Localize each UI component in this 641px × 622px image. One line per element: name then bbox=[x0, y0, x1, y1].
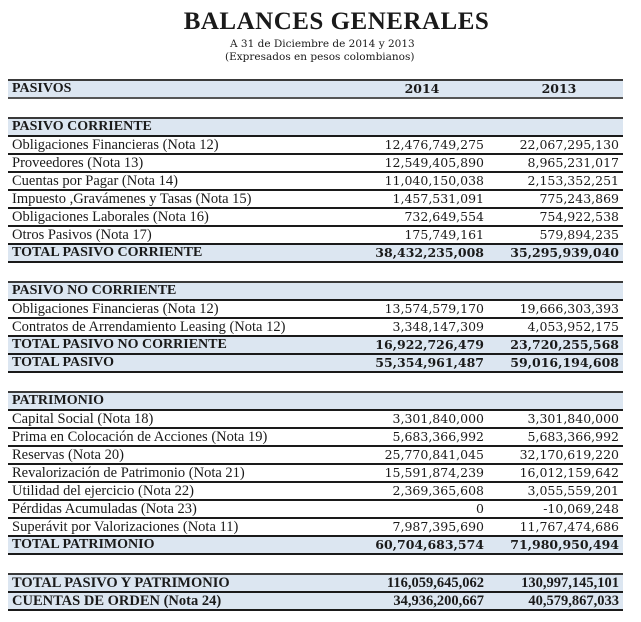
row-label: Capital Social (Nota 18) bbox=[12, 411, 154, 427]
total-value-2013: 59,016,194,608 bbox=[510, 355, 619, 370]
table-row bbox=[8, 209, 623, 227]
row-value-2014: 0 bbox=[476, 501, 484, 516]
row-label: Impuesto ,Gravámenes y Tasas (Nota 15) bbox=[12, 191, 252, 207]
row-label: Pérdidas Acumuladas (Nota 23) bbox=[12, 501, 197, 517]
column-header-row bbox=[8, 79, 623, 99]
table-row bbox=[8, 429, 623, 447]
row-value-2014: 25,770,841,045 bbox=[384, 447, 484, 462]
row-label: Otros Pasivos (Nota 17) bbox=[12, 227, 152, 243]
total-row-patrimonio bbox=[8, 537, 623, 555]
subtitle-date: A 31 de Diciembre de 2014 y 2013 bbox=[230, 38, 415, 50]
page-title: BALANCES GENERALES bbox=[183, 8, 490, 35]
row-value-2014: 3,301,840,000 bbox=[392, 411, 484, 426]
total-value-2014: 16,922,726,479 bbox=[375, 337, 484, 352]
row-value-2014: 11,040,150,038 bbox=[384, 173, 484, 188]
row-value-2013: 16,012,159,642 bbox=[519, 465, 619, 480]
section-heading-pasivo-corriente bbox=[8, 117, 623, 137]
row-label: Proveedores (Nota 13) bbox=[12, 155, 144, 171]
total-value-2013: 35,295,939,040 bbox=[510, 245, 619, 260]
row-value-2014: 15,591,874,239 bbox=[384, 465, 484, 480]
row-value-2013: 11,767,474,686 bbox=[519, 519, 619, 534]
row-value-2013: 19,666,303,393 bbox=[519, 301, 619, 316]
total-row-cuentas-de-orden bbox=[8, 593, 623, 611]
total-value-2014: 116,059,645,062 bbox=[386, 575, 484, 591]
row-label: Superávit por Valorizaciones (Nota 11) bbox=[12, 519, 239, 535]
table-row bbox=[8, 465, 623, 483]
total-value-2014: 38,432,235,008 bbox=[375, 245, 484, 260]
row-value-2014: 175,749,161 bbox=[404, 227, 484, 242]
row-value-2013: 775,243,869 bbox=[539, 191, 619, 206]
row-value-2013: 579,894,235 bbox=[539, 227, 619, 242]
table-row bbox=[8, 137, 623, 155]
total-value-2013: 23,720,255,568 bbox=[510, 337, 619, 352]
row-label: Prima en Colocación de Acciones (Nota 19) bbox=[12, 429, 268, 445]
row-value-2013: 8,965,231,017 bbox=[527, 155, 619, 170]
row-label: Obligaciones Financieras (Nota 12) bbox=[12, 301, 219, 317]
row-value-2013: 22,067,295,130 bbox=[519, 137, 619, 152]
table-row bbox=[8, 191, 623, 209]
total-row-pasivo-corriente bbox=[8, 245, 623, 263]
row-value-2013: 32,170,619,220 bbox=[519, 447, 619, 462]
row-value-2013: 754,922,538 bbox=[539, 209, 619, 224]
section-heading-pasivo-no-corriente bbox=[8, 281, 623, 301]
table-row bbox=[8, 319, 623, 337]
balance-table bbox=[8, 79, 623, 611]
spacer bbox=[8, 263, 623, 281]
table-row bbox=[8, 519, 623, 537]
table-row bbox=[8, 501, 623, 519]
row-value-2014: 12,476,749,275 bbox=[384, 137, 484, 152]
table-row bbox=[8, 411, 623, 429]
total-label: TOTAL PATRIMONIO bbox=[12, 537, 155, 552]
table-row bbox=[8, 155, 623, 173]
section-heading-label: PATRIMONIO bbox=[12, 393, 105, 408]
total-row-pasivo bbox=[8, 355, 623, 373]
section-heading-label: PASIVO NO CORRIENTE bbox=[12, 283, 177, 298]
row-label: Utilidad del ejercicio (Nota 22) bbox=[12, 483, 194, 499]
row-value-2014: 732,649,554 bbox=[404, 209, 484, 224]
total-value-2013: 130,997,145,101 bbox=[521, 575, 619, 591]
total-label: TOTAL PASIVO Y PATRIMONIO bbox=[12, 575, 230, 591]
row-value-2013: 3,301,840,000 bbox=[527, 411, 619, 426]
row-value-2014: 3,348,147,309 bbox=[392, 319, 484, 334]
section-heading-patrimonio bbox=[8, 391, 623, 411]
total-row-pasivo-no-corriente bbox=[8, 337, 623, 355]
row-value-2014: 12,549,405,890 bbox=[384, 155, 484, 170]
row-value-2014: 2,369,365,608 bbox=[392, 483, 484, 498]
total-label: TOTAL PASIVO NO CORRIENTE bbox=[12, 337, 227, 352]
table-row bbox=[8, 227, 623, 245]
total-value-2014: 55,354,961,487 bbox=[375, 355, 484, 370]
total-value-2014: 60,704,683,574 bbox=[375, 537, 484, 552]
column-header-2014: 2014 bbox=[404, 81, 440, 96]
total-value-2014: 34,936,200,667 bbox=[393, 593, 484, 609]
total-value-2013: 40,579,867,033 bbox=[528, 593, 619, 609]
row-value-2014: 5,683,366,992 bbox=[392, 429, 484, 444]
table-row bbox=[8, 483, 623, 501]
row-value-2014: 1,457,531,091 bbox=[392, 191, 484, 206]
column-header-2013: 2013 bbox=[541, 81, 577, 96]
row-value-2013: 5,683,366,992 bbox=[527, 429, 619, 444]
row-value-2013: 3,055,559,201 bbox=[527, 483, 619, 498]
table-row bbox=[8, 447, 623, 465]
row-label: Revalorización de Patrimonio (Nota 21) bbox=[12, 465, 245, 481]
total-label: CUENTAS DE ORDEN (Nota 24) bbox=[12, 593, 222, 609]
row-value-2013: 4,053,952,175 bbox=[527, 319, 619, 334]
row-value-2013: -10,069,248 bbox=[543, 501, 619, 516]
spacer bbox=[8, 555, 623, 573]
total-label: TOTAL PASIVO CORRIENTE bbox=[12, 245, 203, 260]
total-label: TOTAL PASIVO bbox=[12, 355, 115, 370]
row-label: Reservas (Nota 20) bbox=[12, 447, 124, 463]
row-value-2013: 2,153,352,251 bbox=[527, 173, 619, 188]
section-heading-label: PASIVO CORRIENTE bbox=[12, 119, 152, 134]
column-header-label: PASIVOS bbox=[12, 81, 72, 96]
total-value-2013: 71,980,950,494 bbox=[510, 537, 619, 552]
row-label: Contratos de Arrendamiento Leasing (Nota 12) bbox=[12, 319, 286, 335]
row-label: Obligaciones Financieras (Nota 12) bbox=[12, 137, 219, 153]
table-row bbox=[8, 173, 623, 191]
row-label: Cuentas por Pagar (Nota 14) bbox=[12, 173, 178, 189]
table-row bbox=[8, 301, 623, 319]
row-value-2014: 13,574,579,170 bbox=[384, 301, 484, 316]
row-value-2014: 7,987,395,690 bbox=[392, 519, 484, 534]
subtitle-currency: (Expresados en pesos colombianos) bbox=[225, 51, 415, 63]
spacer bbox=[8, 99, 623, 117]
row-label: Obligaciones Laborales (Nota 16) bbox=[12, 209, 209, 225]
total-row-pasivo-y-patrimonio bbox=[8, 573, 623, 593]
spacer bbox=[8, 373, 623, 391]
